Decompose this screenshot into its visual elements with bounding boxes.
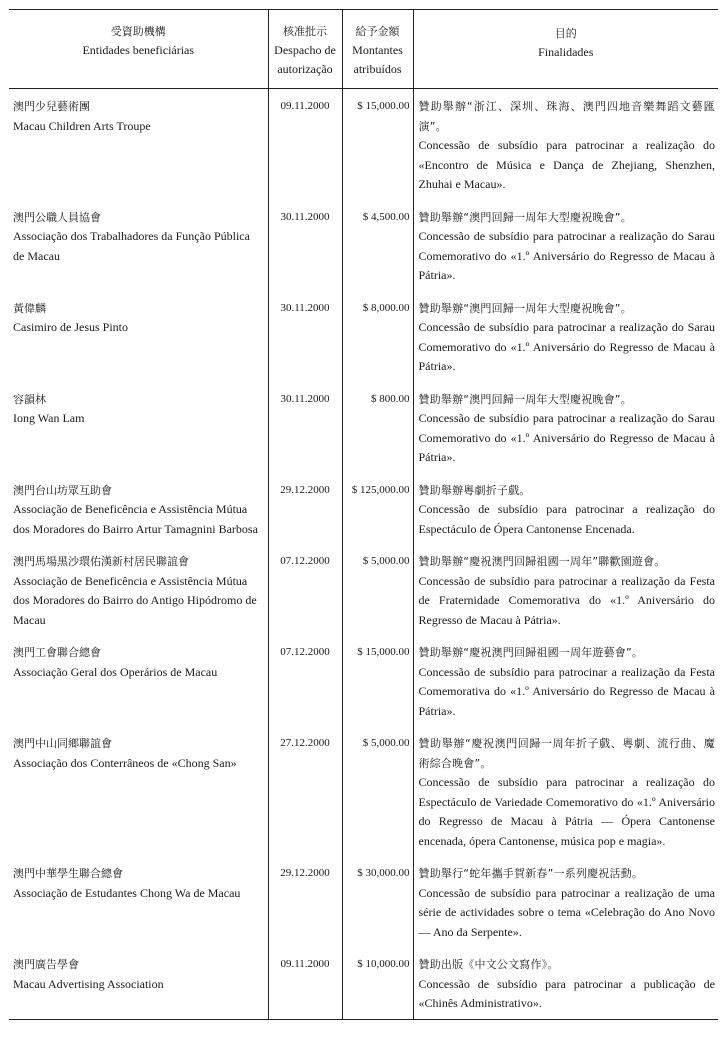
- purpose-pt: Concessão de subsídio para patrocinar a realização do Sarau Comemorativo do «1.º Aniversário do Regresso de Macau à Pátria».: [418, 229, 715, 282]
- dispatch-date: 30.11.2000: [268, 200, 342, 291]
- table-row: [9, 89, 718, 200]
- entity-name-zh: 黃偉麟: [13, 301, 46, 315]
- purpose-cell: [413, 726, 718, 856]
- purpose-zh: 贊助舉辦粵劇折子戲。: [418, 483, 531, 497]
- table-row: [9, 856, 718, 947]
- entity-cell: [9, 382, 268, 473]
- purpose-pt: Concessão de subsídio para patrocinar a publicação de «Chinês Administrativo».: [418, 976, 715, 1010]
- entity-name-pt: Associação dos Trabalhadores da Função Pública de Macau: [13, 229, 250, 263]
- dispatch-date: 27.12.2000: [268, 726, 342, 856]
- table-row: [9, 291, 718, 382]
- amount-value: $ 15,000.00: [342, 89, 413, 200]
- entity-name-pt: Associação de Beneficência e Assistência Mútua dos Moradores do Bairro do Antigo Hipódromo de Macau: [13, 573, 257, 627]
- entity-name-zh: 澳門台山坊眾互助會: [13, 483, 112, 497]
- entity-name-pt: Macau Children Arts Troupe: [13, 118, 151, 133]
- table-body: [9, 89, 718, 1020]
- dispatch-date: 07.12.2000: [268, 635, 342, 726]
- purpose-zh: 贊助出版《中文公文寫作》。: [418, 958, 559, 971]
- header-dispatch-pt: Despacho de autorização: [274, 43, 336, 76]
- entity-cell: [9, 473, 268, 545]
- purpose-zh: 贊助舉辦“浙江、深圳、珠海、澳門四地音樂舞蹈文藝匯演”。: [418, 100, 715, 133]
- dispatch-date: 29.12.2000: [268, 856, 342, 947]
- header-entity: [9, 10, 268, 89]
- table-row: [9, 947, 718, 1019]
- entity-name-zh: 澳門廣告學會: [13, 958, 79, 971]
- entity-name-zh: 澳門公職人員協會: [13, 210, 101, 224]
- entity-cell: [9, 200, 268, 291]
- header-entity-zh: 受資助機構: [110, 25, 166, 38]
- entity-name-pt: Associação dos Conterrâneos de «Chong San»: [13, 755, 237, 770]
- header-dispatch-zh: 核准批示: [283, 25, 327, 38]
- dispatch-date: 30.11.2000: [268, 291, 342, 382]
- entity-cell: [9, 291, 268, 382]
- purpose-zh: 贊助舉辦“澳門回歸一周年大型慶祝晚會”。: [418, 210, 632, 224]
- purpose-cell: [413, 856, 718, 947]
- purpose-pt: Concessão de subsídio para patrocinar a realização de uma série de actividades sobre o tema «Celebração do Ano Novo — Ano da Serpente».: [418, 885, 715, 939]
- purpose-pt: Concessão de subsídio para patrocinar a realização do Sarau Comemorativo do «1.º Aniversário do Regresso de Macau à Pátria».: [418, 320, 715, 373]
- table-row: [9, 635, 718, 726]
- header-amount-pt: Montantes atribuídos: [352, 43, 403, 76]
- purpose-cell: [413, 544, 718, 635]
- amount-value: $ 800.00: [342, 382, 413, 473]
- entity-name-zh: 容韻林: [13, 392, 46, 406]
- entity-cell: [9, 89, 268, 200]
- amount-value: $ 30,000.00: [342, 856, 413, 947]
- header-purpose: [413, 10, 718, 89]
- table-row: [9, 200, 718, 291]
- purpose-cell: [413, 635, 718, 726]
- purpose-zh: 贊助舉辦“慶祝澳門回歸祖國一周年”聯歡園遊會。: [418, 555, 666, 568]
- entity-name-pt: Iong Wan Lam: [13, 411, 85, 425]
- entity-name-pt: Associação Geral dos Operários de Macau: [13, 664, 218, 679]
- dispatch-date: 29.12.2000: [268, 473, 342, 545]
- purpose-cell: [413, 473, 718, 545]
- header-entity-pt: Entidades beneficiárias: [82, 43, 195, 57]
- entity-name-zh: 澳門工會聯合總會: [13, 646, 101, 659]
- amount-value: $ 5,000.00: [342, 726, 413, 856]
- dispatch-date: 09.11.2000: [268, 947, 342, 1019]
- entity-name-zh: 澳門少兒藝術團: [13, 100, 90, 113]
- table-row: [9, 382, 718, 473]
- amount-value: $ 15,000.00: [342, 635, 413, 726]
- purpose-zh: 贊助舉辦“澳門回歸一周年大型慶祝晚會”。: [418, 392, 632, 406]
- purpose-pt: Concessão de subsídio para patrocinar a realização do «Encontro de Música e Dança de Zhejiang, Shenzhen, Zhuhai e Macau».: [418, 138, 715, 191]
- purpose-cell: [413, 382, 718, 473]
- amount-value: $ 125,000.00: [342, 473, 413, 545]
- purpose-cell: [413, 291, 718, 382]
- entity-name-zh: 澳門中山同鄉聯誼會: [13, 737, 112, 750]
- entity-name-pt: Associação de Estudantes Chong Wa de Macau: [13, 885, 241, 900]
- entity-name-pt: Associação de Beneficência e Assistência Mútua dos Moradores do Bairro Artur Tamagnini Barbosa: [13, 502, 258, 536]
- purpose-zh: 贊助舉行“蛇年攜手賀新春”一系列慶祝活動。: [418, 867, 644, 880]
- purpose-pt: Concessão de subsídio para patrocinar a realização do Espectáculo de Ópera Cantonense Encenada.: [418, 502, 715, 536]
- amount-value: $ 5,000.00: [342, 544, 413, 635]
- amount-value: $ 8,000.00: [342, 291, 413, 382]
- header-amount-zh: 給予金額: [355, 25, 400, 38]
- entity-name-pt: Macau Advertising Association: [13, 976, 164, 991]
- dispatch-date: 30.11.2000: [268, 382, 342, 473]
- purpose-cell: [413, 200, 718, 291]
- table-row: [9, 473, 718, 545]
- purpose-zh: 贊助舉辦“慶祝澳門回歸祖國一周年遊藝會”。: [418, 646, 644, 659]
- entity-cell: [9, 544, 268, 635]
- entity-cell: [9, 856, 268, 947]
- entity-cell: [9, 947, 268, 1019]
- subsidy-table: [9, 9, 718, 1020]
- header-amount: [342, 10, 413, 89]
- purpose-zh: 贊助舉辦“慶祝澳門回歸一周年折子戲、粵劇、流行曲、魔術綜合晚會”。: [418, 737, 715, 770]
- table-header: [9, 10, 718, 89]
- purpose-zh: 贊助舉辦“澳門回歸一周年大型慶祝晚會”。: [418, 301, 632, 315]
- purpose-pt: Concessão de subsídio para patrocinar a realização da Festa de Fraternidade Comemorativa do «1.º Aniversário do Regresso de Macau à Pátria».: [418, 573, 715, 627]
- entity-cell: [9, 726, 268, 856]
- entity-name-pt: Casimiro de Jesus Pinto: [13, 320, 129, 334]
- dispatch-date: 07.12.2000: [268, 544, 342, 635]
- subsidy-document: [9, 9, 718, 1020]
- purpose-pt: Concessão de subsídio para patrocinar a realização da Festa Comemorativa do «1.º Aniversário do Regresso de Macau à Pátria».: [418, 664, 715, 718]
- header-dispatch: [268, 10, 342, 89]
- table-row: [9, 726, 718, 856]
- dispatch-date: 09.11.2000: [268, 89, 342, 200]
- purpose-pt: Concessão de subsídio para patrocinar a realização do Espectáculo de Variedade Comemorativo do «1.º Aniversário do Regresso de Macau à Pátria — Ópera Cantonense encenada, ópera Cantonense, música pop e magia».: [418, 775, 715, 848]
- entity-cell: [9, 635, 268, 726]
- amount-value: $ 4,500.00: [342, 200, 413, 291]
- purpose-pt: Concessão de subsídio para patrocinar a realização do Sarau Comemorativo do «1.º Aniversário do Regresso de Macau à Pátria».: [418, 411, 715, 464]
- header-purpose-zh: 目的: [554, 27, 577, 40]
- amount-value: $ 10,000.00: [342, 947, 413, 1019]
- purpose-cell: [413, 947, 718, 1019]
- purpose-cell: [413, 89, 718, 200]
- entity-name-zh: 澳門中華學生聯合總會: [13, 867, 123, 880]
- header-purpose-pt: Finalidades: [538, 45, 594, 59]
- table-row: [9, 544, 718, 635]
- entity-name-zh: 澳門馬場黑沙環佑漢新村居民聯誼會: [13, 555, 189, 568]
